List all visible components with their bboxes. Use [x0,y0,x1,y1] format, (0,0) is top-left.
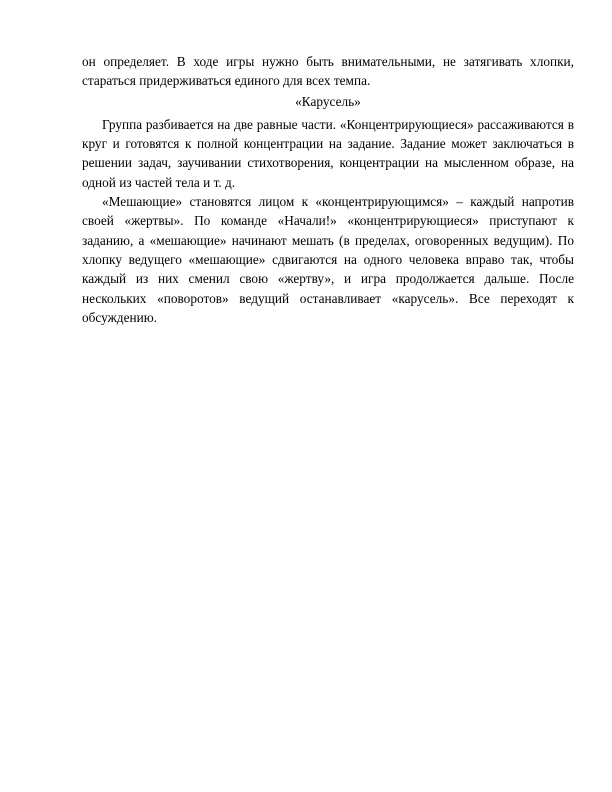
paragraph-1: Группа разбивается на две равные части. «Концентрирующиеся» рассаживаются в круг и готовятся к полной концентрации на задание. Задание может заключаться в решении задач, заучивании стихотворения, концентрации на мысленном образе, на одной из частей тела и т. д. [82,116,574,190]
section-title: «Карусель» [295,93,361,109]
continued-paragraph: он определяет. В ходе игры нужно быть внимательными, не затягивать хлопки, стараться придерживаться единого для всех темпа. [82,54,574,89]
document-page [82,52,574,327]
paragraph-2: «Мешающие» становятся лицом к «концентрирующимся» – каждый напротив своей «жертвы». По команде «Начали!» «концентрирующиеся» приступают к заданию, а «мешающие» начинают мешать (в пределах, оговоренных ведущим). По хлопку ведущего «мешающие» сдвигаются на одного человека вправо так, чтобы каждый из них сменил свою «жертву», и игра продолжается дальше. После нескольких «поворотов» ведущий останавливает «карусель». Все переходят к обсуждению. [82,194,574,325]
